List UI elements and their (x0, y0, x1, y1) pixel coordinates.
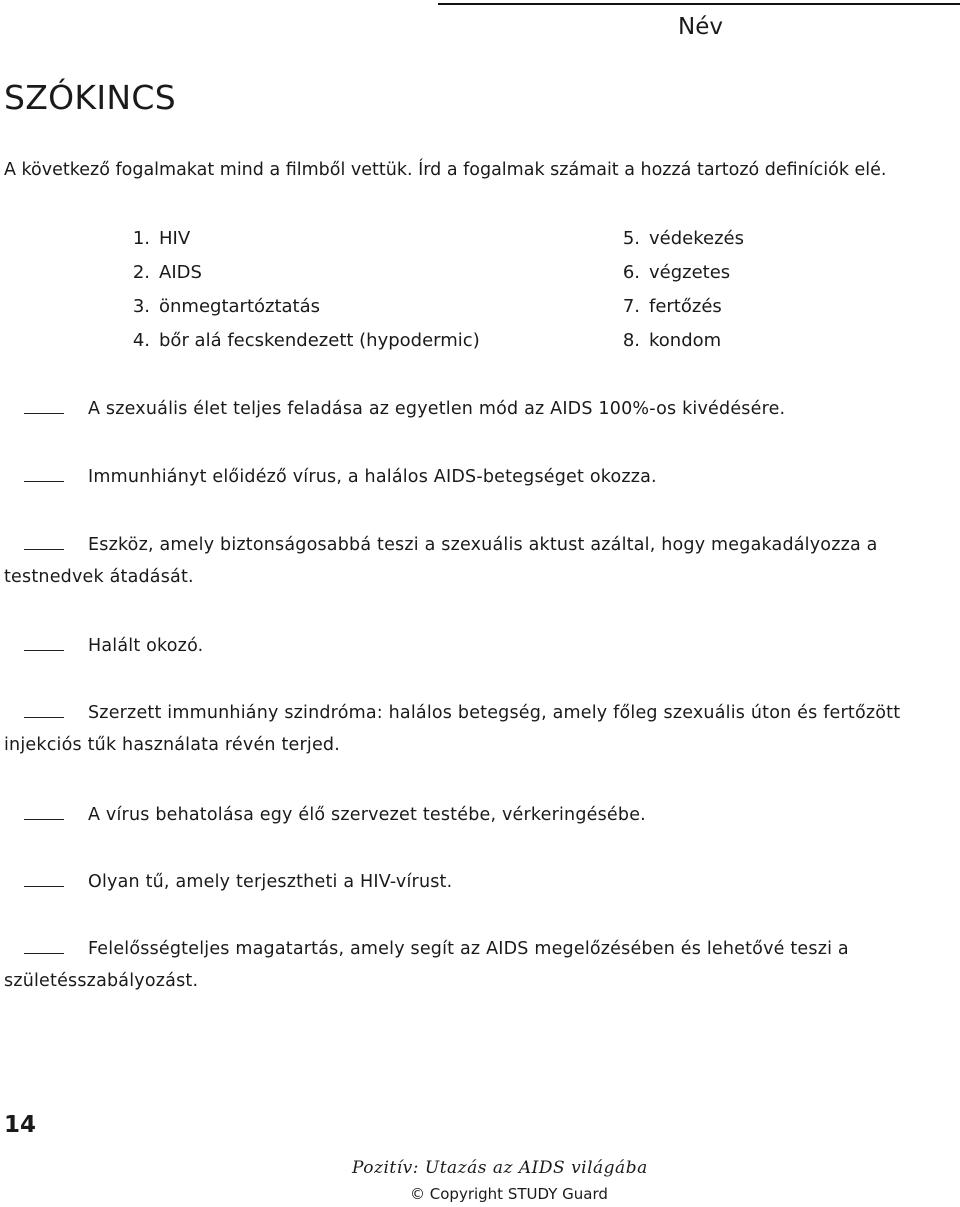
definition-text: Eszköz, amely biztonságosabbá teszi a szexuális aktust azáltal, hogy megakadályozza a testnedvek átadását. (4, 535, 878, 587)
term-item (122, 324, 480, 358)
term-text: AIDS (159, 262, 202, 283)
page-number: 14 (4, 1112, 37, 1138)
definition-text: Immunhiányt előidéző vírus, a halálos AIDS-betegséget okozza. (88, 467, 657, 487)
term-text: végzetes (649, 262, 731, 283)
definition-text: A vírus behatolása egy élő szervezet testébe, vérkeringésébe. (88, 805, 646, 825)
term-number: 2. (132, 262, 150, 283)
term-number: 6. (622, 262, 640, 283)
term-number: 8. (622, 330, 640, 351)
definition-text: Felelősségteljes magatartás, amely segít az AIDS megelőzésében és lehetővé teszi a születésszabályozást. (4, 939, 849, 991)
term-item (122, 222, 480, 256)
definition-text: Szerzett immunhiány szindróma: halálos betegség, amely főleg szexuális úton és fertőzött injekciós tűk használata révén terjed. (4, 703, 901, 755)
term-list-left (122, 222, 480, 358)
definition-text: A szexuális élet teljes feladása az egyetlen mód az AIDS 100%-os kivédésére. (88, 399, 786, 419)
answer-blank[interactable] (24, 699, 64, 718)
definition-text: Olyan tű, amely terjesztheti a HIV-vírust. (88, 872, 453, 892)
name-label: Név (678, 14, 723, 40)
term-item (612, 290, 744, 324)
instructions: A következő fogalmakat mind a filmből vettük. Írd a fogalmak számait a hozzá tartozó definíciók elé. (4, 160, 887, 180)
answer-blank[interactable] (24, 801, 64, 820)
term-number: 5. (622, 228, 640, 249)
definition-item (4, 697, 916, 761)
definition-item (4, 529, 916, 593)
term-number: 1. (132, 228, 150, 249)
term-number: 3. (132, 296, 150, 317)
page-title: SZÓKINCS (4, 78, 176, 117)
term-list-right (612, 222, 744, 358)
definition-text: Halált okozó. (88, 636, 204, 656)
term-text: védekezés (649, 228, 744, 249)
term-number: 4. (132, 330, 150, 351)
definition-item (4, 933, 916, 997)
answer-blank[interactable] (24, 935, 64, 954)
answer-blank[interactable] (24, 632, 64, 651)
footer-title: Pozitív: Utazás az AIDS világába (352, 1158, 648, 1178)
answer-blank[interactable] (24, 531, 64, 550)
answer-blank[interactable] (24, 463, 64, 482)
term-text: kondom (649, 330, 722, 351)
definition-item (4, 461, 916, 493)
term-text: bőr alá fecskendezett (hypodermic) (159, 330, 480, 351)
term-text: HIV (159, 228, 191, 249)
term-text: fertőzés (649, 296, 722, 317)
definition-item (4, 630, 916, 662)
term-item (122, 256, 480, 290)
definition-item (4, 393, 916, 425)
definition-item (4, 866, 916, 898)
name-underline (438, 3, 960, 5)
definition-item (4, 799, 916, 831)
answer-blank[interactable] (24, 868, 64, 887)
copyright: © Copyright STUDY Guard (410, 1185, 608, 1203)
term-item (612, 324, 744, 358)
term-item (612, 256, 744, 290)
term-item (122, 290, 480, 324)
answer-blank[interactable] (24, 395, 64, 414)
term-number: 7. (622, 296, 640, 317)
term-item (612, 222, 744, 256)
term-text: önmegtartóztatás (159, 296, 321, 317)
